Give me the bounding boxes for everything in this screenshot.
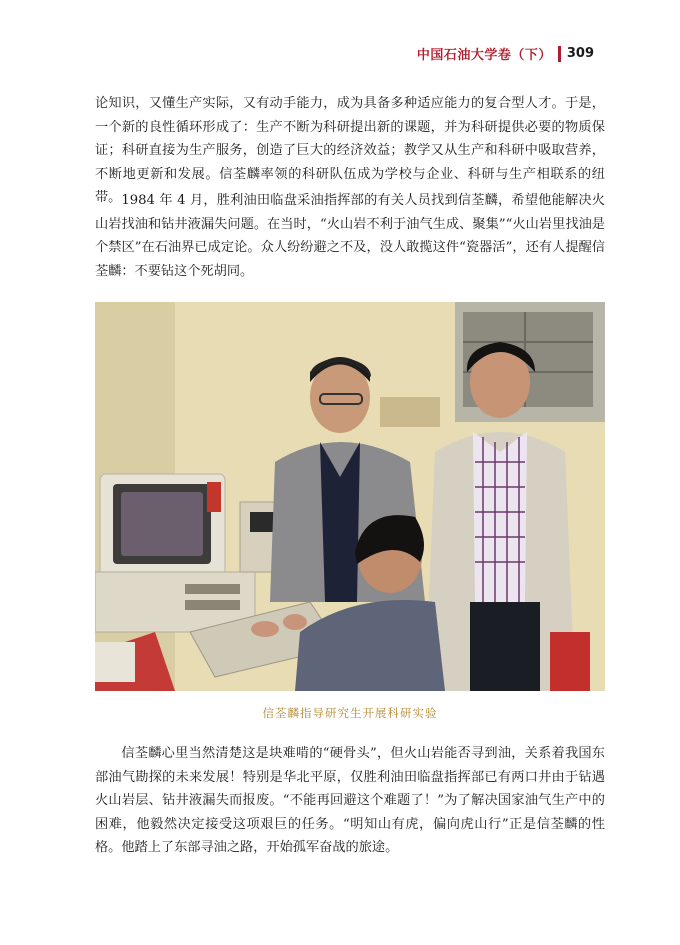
book-title: 中国石油大学卷（下） xyxy=(416,48,552,63)
paragraph-2: 1984 年 4 月，胜利油田临盘采油指挥部的有关人员找到信荃麟，希望他能解决火山岩找油和钻井液漏失问题。在当时，“火山岩不利于油气生成、聚集”“火山岩里找油是个禁区”在石油界已成定论。众人纷纷避之不及，没人敢揽这件“瓷器活”，还有人提醒信荃麟：不要钻这个死胡同。 xyxy=(95,193,605,279)
page-number: 309 xyxy=(566,46,594,61)
photo-lab-scene xyxy=(95,302,605,691)
paragraph-3: 信荃麟心里当然清楚这是块难啃的“硬骨头”，但火山岩能否寻到油，关系着我国东部油气勘探的未来发展！特别是华北平原，仅胜利油田临盘指挥部已有两口井由于钻遇火山岩层、钻井液漏失而报废。“不能再回避这个难题了！”为了解决国家油气生产中的困难，他毅然决定接受这项艰巨的任务。“明知山有虎，偏向虎山行”正是信荃麟的性格。他踏上了东部寻油之路，开始孤军奋战的旅途。 xyxy=(95,746,605,855)
running-head xyxy=(417,44,594,63)
paragraph-1: 论知识，又懂生产实际，又有动手能力，成为具备多种适应能力的复合型人才。于是，一个新的良性循环形成了：生产不断为科研提出新的课题，并为科研提供必要的物质保证；科研直接为生产服务，创造了巨大的经济效益；教学又从生产和科研中吸取营养，不断地更新和发展。信荃麟率领的科研队伍成为学校与企业、科研与生产相联系的纽带。 xyxy=(95,96,605,205)
figure-caption: 信荃麟指导研究生开展科研实验 xyxy=(262,706,438,720)
header-divider xyxy=(558,46,561,62)
